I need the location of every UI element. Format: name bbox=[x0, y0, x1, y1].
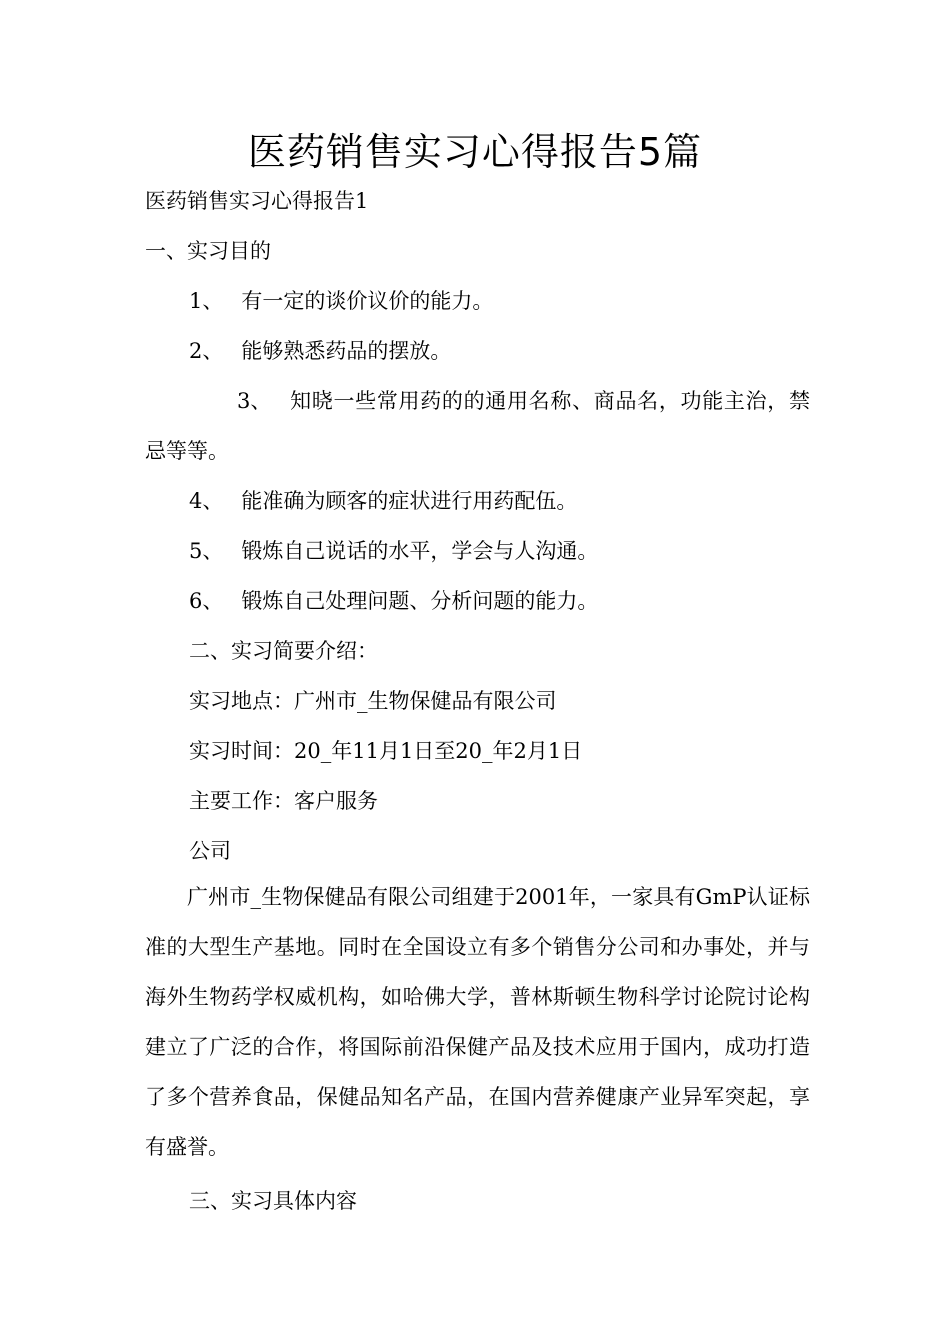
report-subtitle: 医药销售实习心得报告1 bbox=[145, 189, 369, 213]
list-item bbox=[189, 336, 451, 366]
list-item bbox=[189, 586, 598, 616]
list-item bbox=[189, 286, 493, 316]
list-item bbox=[145, 376, 810, 476]
list-item-number: 6、 bbox=[189, 589, 224, 613]
section-heading-content: 三、实习具体内容 bbox=[189, 1189, 357, 1213]
section-heading-purpose: 一、实习目的 bbox=[145, 239, 271, 263]
company-label: 公司 bbox=[189, 839, 231, 863]
internship-location: 实习地点：广州市_生物保健品有限公司 bbox=[189, 689, 557, 713]
list-item-text: 锻炼自己处理问题、分析问题的能力。 bbox=[241, 589, 599, 613]
document-title: 医药销售实习心得报告5篇 bbox=[247, 130, 703, 174]
list-item-number: 5、 bbox=[189, 539, 224, 563]
list-item-text: 能够熟悉药品的摆放。 bbox=[241, 339, 452, 363]
list-item-text: 锻炼自己说话的水平，学会与人沟通。 bbox=[241, 539, 599, 563]
list-item bbox=[189, 536, 598, 566]
list-item bbox=[189, 486, 577, 516]
internship-time: 实习时间：20_年11月1日至20_年2月1日 bbox=[189, 739, 583, 763]
list-item-text: 能准确为顾客的症状进行用药配伍。 bbox=[241, 489, 578, 513]
section-heading-intro: 二、实习简要介绍： bbox=[189, 639, 378, 663]
list-item-number: 4、 bbox=[189, 489, 224, 513]
main-work: 主要工作：客户服务 bbox=[189, 789, 378, 813]
list-item-text: 有一定的谈价议价的能力。 bbox=[241, 289, 494, 313]
list-item-text: 知晓一些常用药的的通用名称、商品名，功能主治，禁忌等等。 bbox=[145, 389, 810, 463]
list-item-number: 1、 bbox=[189, 289, 224, 313]
list-item-number: 2、 bbox=[189, 339, 224, 363]
list-item-number: 3、 bbox=[237, 389, 272, 413]
company-description: 广州市_生物保健品有限公司组建于2001年，一家具有GmP认证标准的大型生产基地。同时在全国设立有多个销售分公司和办事处，并与海外生物药学权威机构，如哈佛大学，普林斯顿生物科学讨论院讨论构建立了广泛的合作，将国际前沿保健产品及技术应用于国内，成功打造了多个营养食品，保健品知名产品，在国内营养健康产业异军突起，享有盛誉。 bbox=[145, 885, 810, 1159]
